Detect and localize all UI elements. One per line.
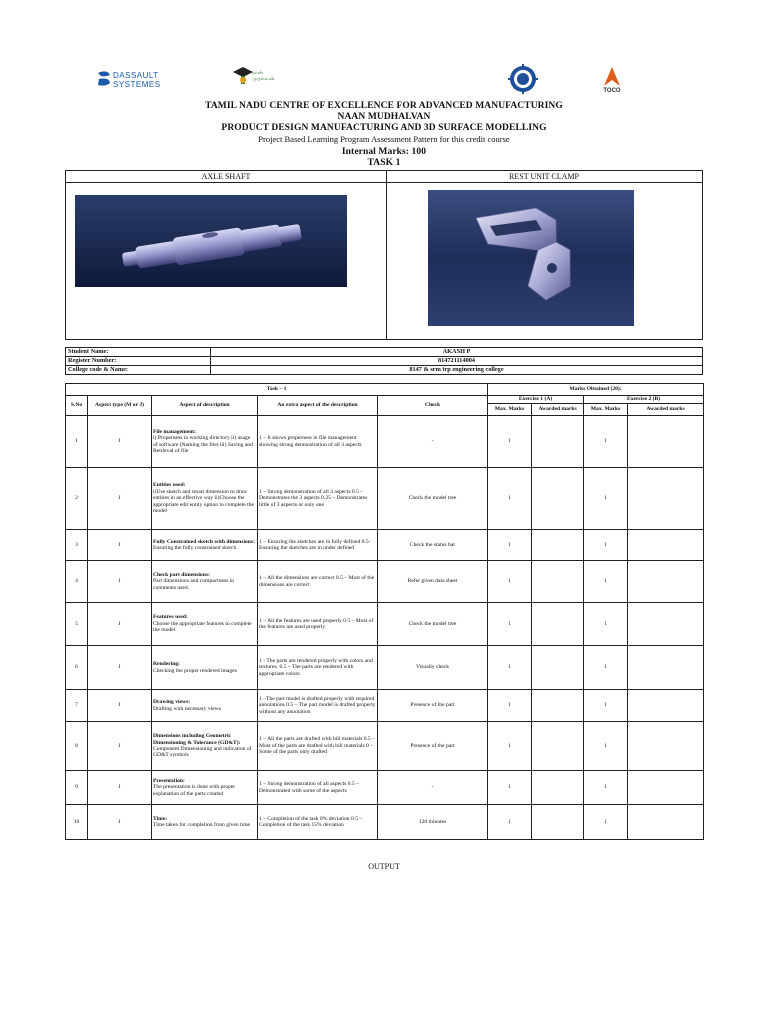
table-row — [66, 416, 704, 468]
row-awarded-marks-2[interactable] — [628, 690, 704, 722]
row-awarded-marks-1[interactable] — [532, 646, 584, 690]
register-number-value: 814721114004 — [211, 357, 703, 366]
table-row — [66, 530, 704, 561]
row-description-body: Time taken for completion from given time — [153, 822, 251, 828]
row-extra-aspect: 1 - The parts are rendered properly with colors and textures. 0.5 – The parts are rendered with appropriate colors. — [258, 646, 378, 690]
row-max-marks-1: 1 — [488, 805, 532, 840]
row-max-marks-2: 1 — [584, 416, 628, 468]
row-description-body: Checking the proper rendered images — [153, 667, 237, 674]
row-max-marks-2: 1 — [584, 603, 628, 646]
student-name-value: AKASH P — [211, 348, 703, 357]
dassault-logo — [95, 67, 165, 93]
dassault-3ds-icon — [95, 69, 115, 91]
row-awarded-marks-2[interactable] — [628, 722, 704, 771]
naan-mudhalvan-logo — [232, 64, 280, 96]
dassault-line1: DASSAULT — [113, 71, 159, 80]
row-description — [152, 468, 258, 530]
row-sno: 8 — [66, 722, 88, 771]
row-max-marks-2: 1 — [584, 722, 628, 771]
header-max-marks-1: Max. Marks — [488, 404, 532, 416]
row-max-marks-2: 1 — [584, 561, 628, 603]
table-row — [66, 771, 704, 805]
row-awarded-marks-1[interactable] — [532, 603, 584, 646]
row-awarded-marks-1[interactable] — [532, 771, 584, 805]
row-sno: 6 — [66, 646, 88, 690]
row-description — [152, 690, 258, 722]
row-awarded-marks-1[interactable] — [532, 468, 584, 530]
row-max-marks-1: 1 — [488, 690, 532, 722]
row-sno: 10 — [66, 805, 88, 840]
table-row — [66, 561, 704, 603]
row-awarded-marks-1[interactable] — [532, 561, 584, 603]
row-sno: 9 — [66, 771, 88, 805]
row-description-body: Choose the appropriate features to complete the model — [153, 620, 252, 634]
row-description-title: Time: — [153, 815, 168, 822]
row-aspect-type: J — [88, 805, 152, 840]
row-awarded-marks-2[interactable] — [628, 468, 704, 530]
toco-logo — [598, 66, 626, 98]
row-description — [152, 722, 258, 771]
row-description-title: File management: — [153, 428, 197, 435]
row-description-title: Fully Constrained sketch with dimensions: — [153, 538, 255, 545]
header-awarded-marks-2: Awarded marks — [628, 404, 704, 416]
header-max-marks-2: Max. Marks — [584, 404, 628, 416]
logo-bar — [0, 62, 768, 102]
heading-line4: Project Based Learning Program Assessment Pattern for this credit course — [258, 134, 510, 144]
header-exercise-2: Exercise 2 (B) — [584, 396, 704, 404]
row-sno: 5 — [66, 603, 88, 646]
row-sno: 2 — [66, 468, 88, 530]
row-description — [152, 416, 258, 468]
heading-line6: TASK 1 — [367, 158, 401, 168]
row-extra-aspect: 1 –The part model is drafted properly with required annotations 0.5 – The part model is drafted properly without any annotation — [258, 690, 378, 722]
row-sno: 7 — [66, 690, 88, 722]
row-awarded-marks-2[interactable] — [628, 805, 704, 840]
row-description-body: Component Dimensioning and indication of GD&T symbols — [153, 746, 252, 759]
row-max-marks-2: 1 — [584, 646, 628, 690]
row-check: Refer given data sheet — [378, 561, 488, 603]
row-aspect-type: J — [88, 690, 152, 722]
row-awarded-marks-2[interactable] — [628, 771, 704, 805]
row-description — [152, 603, 258, 646]
cii-gear-logo — [508, 64, 538, 94]
heading-line1: TAMIL NADU CENTRE OF EXCELLENCE FOR ADVANCED MANUFACTURING — [205, 101, 563, 111]
row-max-marks-1: 1 — [488, 416, 532, 468]
row-extra-aspect: 1 – Completion of the task 0% deviation 0.5 – Completion of the task 15% deviation — [258, 805, 378, 840]
header-check: Check — [378, 396, 488, 416]
row-description — [152, 646, 258, 690]
row-awarded-marks-2[interactable] — [628, 416, 704, 468]
header-exercise-1: Exercise 1 (A) — [488, 396, 584, 404]
row-max-marks-1: 1 — [488, 561, 532, 603]
row-description-title: Check part dimensions: — [153, 571, 210, 578]
row-awarded-marks-1[interactable] — [532, 530, 584, 561]
row-awarded-marks-2[interactable] — [628, 603, 704, 646]
row-max-marks-1: 1 — [488, 603, 532, 646]
row-max-marks-2: 1 — [584, 805, 628, 840]
axle-shaft-title: AXLE SHAFT — [66, 171, 386, 183]
row-sno: 3 — [66, 530, 88, 561]
row-max-marks-2: 1 — [584, 771, 628, 805]
register-number-row — [66, 357, 703, 366]
row-check: 120 minutes — [378, 805, 488, 840]
row-check: - — [378, 771, 488, 805]
college-value: 8147 & srm trp engineering college — [211, 366, 703, 375]
document-heading — [0, 101, 768, 169]
row-aspect-type: J — [88, 603, 152, 646]
row-check: - — [378, 416, 488, 468]
row-description — [152, 530, 258, 561]
row-extra-aspect: 1 – All the dimensions are correct 0.5 – Most of the dimensions are correct — [258, 561, 378, 603]
row-description-body: i) Properness in working directory ii) usage of software (Naming the file) iii) Saving and Retrieval of file — [153, 435, 253, 454]
assessment-table — [65, 383, 704, 840]
naan-logo-text: நான் முதல்வன் — [252, 70, 275, 82]
row-description — [152, 771, 258, 805]
rest-unit-clamp-title: REST UNIT CLAMP — [386, 171, 702, 183]
row-aspect-type: J — [88, 722, 152, 771]
row-extra-aspect: 1 – All the features are used properly 0.5 – Most of the features are used properly — [258, 603, 378, 646]
row-aspect-type: J — [88, 771, 152, 805]
row-extra-aspect: 1 – Strong demonstration of all aspects 0.5 – Demonstrated with some of the aspects — [258, 771, 378, 805]
gear-emblem-icon — [508, 64, 538, 94]
row-check: Check the model tree — [378, 603, 488, 646]
row-extra-aspect: 1 – Ensuring the sketches are in fully defined 0.5- Ensuring the sketches are in under defined — [258, 530, 378, 561]
row-awarded-marks-1[interactable] — [532, 416, 584, 468]
row-awarded-marks-1[interactable] — [532, 690, 584, 722]
row-description-title: Drawing views: — [153, 699, 191, 706]
register-number-label: Register Number: — [66, 357, 211, 366]
row-max-marks-2: 1 — [584, 690, 628, 722]
row-description-body: Drafting with necessary views — [153, 705, 221, 712]
row-max-marks-1: 1 — [488, 468, 532, 530]
task-label: Task – 1 — [66, 384, 488, 396]
row-aspect-type: J — [88, 646, 152, 690]
row-extra-aspect: 1 – It shows properness in file management showing strong demonstration of all 3 aspects — [258, 416, 378, 468]
college-label: College code & Name: — [66, 366, 211, 375]
student-info-table — [65, 347, 703, 375]
header-awarded-marks-1: Awarded marks — [532, 404, 584, 416]
row-awarded-marks-2[interactable] — [628, 646, 704, 690]
row-awarded-marks-1[interactable] — [532, 722, 584, 771]
toco-flame-icon — [600, 66, 624, 88]
header-sno: S.No — [66, 396, 88, 416]
heading-line5: Internal Marks: 100 — [341, 147, 427, 157]
row-max-marks-2: 1 — [584, 468, 628, 530]
axle-shaft-image — [75, 195, 347, 287]
row-check: Presence of the part — [378, 690, 488, 722]
row-description — [152, 561, 258, 603]
row-description-title: Features used: — [153, 614, 188, 621]
assessment-rows — [66, 416, 704, 840]
header-aspect-description: Aspect of description — [152, 396, 258, 416]
table-row — [66, 722, 704, 771]
row-description — [152, 805, 258, 840]
row-extra-aspect: 1 – Strong demonstration of all 3 aspects 0.5 - Demonstrates the 3 aspects 0.25 – Demonstrates little of 3 aspects or only one — [258, 468, 378, 530]
row-aspect-type: J — [88, 530, 152, 561]
table-row — [66, 603, 704, 646]
rest-unit-clamp-image — [428, 190, 634, 326]
row-check: Visually check — [378, 646, 488, 690]
row-max-marks-1: 1 — [488, 646, 532, 690]
row-description-body: The presentation is done with proper explanation of the parts created — [153, 784, 236, 797]
row-description-title: Presentation: — [153, 777, 185, 784]
dassault-line2: SYSTEMES — [113, 80, 161, 89]
heading-line2: NAAN MUDHALVAN — [337, 112, 431, 122]
row-awarded-marks-2[interactable] — [628, 561, 704, 603]
table-row — [66, 646, 704, 690]
row-aspect-type: J — [88, 416, 152, 468]
header-extra-aspect: An extra aspect of the description — [258, 396, 378, 416]
heading-line3: PRODUCT DESIGN MANUFACTURING AND 3D SURFACE MODELLING — [221, 123, 547, 133]
row-sno: 4 — [66, 561, 88, 603]
student-name-label: Student Name: — [66, 348, 211, 357]
row-sno: 1 — [66, 416, 88, 468]
row-description-body: Part dimensions and compactness in comments used. — [153, 578, 235, 591]
table-row — [66, 690, 704, 722]
row-description-title: Dimensions including Geometric Dimensioning & Tolerance (GD&T): — [153, 733, 241, 746]
college-row — [66, 366, 703, 375]
header-aspect-type: Aspect type (M or J) — [88, 396, 152, 416]
row-description-title: Rendering: — [153, 661, 181, 668]
row-description-body: Ensuring the fully constrained sketch — [153, 545, 237, 551]
row-awarded-marks-2[interactable] — [628, 530, 704, 561]
row-max-marks-1: 1 — [488, 722, 532, 771]
row-aspect-type: J — [88, 561, 152, 603]
toco-text: TOCO — [603, 88, 621, 94]
row-awarded-marks-1[interactable] — [532, 805, 584, 840]
row-max-marks-2: 1 — [584, 530, 628, 561]
row-aspect-type: J — [88, 468, 152, 530]
student-name-row — [66, 348, 703, 357]
model-images-table — [65, 170, 703, 340]
row-check: Presence of the part — [378, 722, 488, 771]
graduate-icon — [232, 64, 254, 86]
row-check: Check the model tree — [378, 468, 488, 530]
marks-obtained-label: Marks Obtained (20): — [488, 384, 704, 396]
row-extra-aspect: 1 – All the parts are drafted with bill materials 0.5 – Most of the parts are drafted with bill materials 0 – Some of the parts only drafted — [258, 722, 378, 771]
row-description-title: Entities used: — [153, 482, 186, 489]
row-description-body: i)Use sketch and smart dimension to draw entities in an effective way ii)Choose the appropriate edit entity option to complete the model — [153, 488, 254, 515]
table-row — [66, 468, 704, 530]
output-label: OUTPUT — [368, 862, 400, 871]
row-max-marks-1: 1 — [488, 530, 532, 561]
row-check: Check the status bar — [378, 530, 488, 561]
row-max-marks-1: 1 — [488, 771, 532, 805]
table-row — [66, 805, 704, 840]
